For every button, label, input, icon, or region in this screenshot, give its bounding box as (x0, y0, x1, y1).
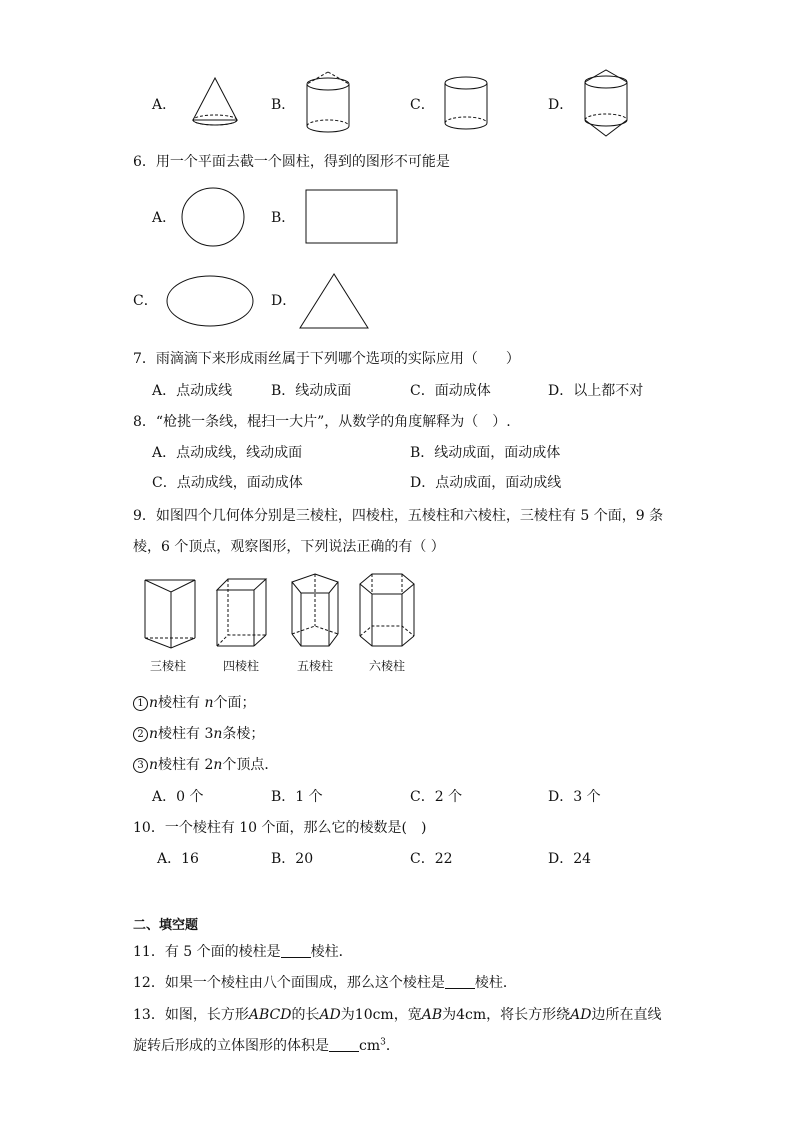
q9-stem-line1: 9．如图四个几何体分别是三棱柱，四棱柱，五棱柱和六棱柱，三棱柱有 5 个面，9 条 (133, 508, 664, 524)
q9-caption-pentagonal: 五棱柱 (297, 659, 334, 673)
q6-figure-b-rectangle (305, 189, 399, 245)
q9-statement-3: 3 n棱柱有 2n个顶点． (133, 754, 278, 774)
section-title-fill-in: 二、填空题 (133, 918, 199, 933)
q9-caption-quadrangular: 四棱柱 (223, 659, 260, 673)
answer-blank[interactable] (445, 976, 475, 989)
q5-option-b-label: B． (271, 97, 296, 113)
circled-number: 3 (133, 758, 148, 773)
answer-blank[interactable] (329, 1039, 359, 1052)
q9-figure-hexagonal-prism (358, 572, 418, 652)
q7-option-c: C．面动成体 (410, 383, 491, 399)
q5-option-d-label: D． (548, 97, 574, 113)
q5-figure-a-cone (190, 76, 240, 128)
q6-figure-a-circle (180, 186, 246, 248)
q6-option-b-label: B． (271, 210, 296, 226)
q9-stem-line2: 棱，6 个顶点，观察图形，下列说法正确的有（ ） (133, 539, 445, 555)
q9-statement-2: 2 n棱柱有 3n条棱； (133, 723, 264, 743)
q9-option-b: B．1 个 (271, 789, 323, 805)
circled-number: 2 (133, 727, 148, 742)
q10-stem: 10．一个棱柱有 10 个面，那么它的棱数是( ) (133, 820, 427, 836)
q9-option-a: A．0 个 (152, 789, 204, 805)
q6-figure-c-ellipse (165, 274, 255, 328)
q12: 12．如果一个棱柱由八个面围成，那么这个棱柱是 棱柱． (133, 975, 517, 991)
q9-option-d: D．3 个 (548, 789, 601, 805)
answer-blank[interactable] (281, 945, 311, 958)
q11: 11．有 5 个面的棱柱是 棱柱． (133, 944, 353, 960)
q6-figure-d-triangle (298, 272, 370, 330)
q10-option-a: A．16 (157, 851, 199, 867)
q9-option-c: C．2 个 (410, 789, 463, 805)
q8-stem: 8．“枪挑一条线，棍扫一大片”，从数学的角度解释为（ ）. (133, 414, 511, 430)
q9-figure-triangular-prism (142, 576, 198, 650)
q7-option-d: D．以上都不对 (548, 383, 644, 399)
q5-figure-b-cone-on-cylinder (304, 70, 352, 136)
q9-caption-hexagonal: 六棱柱 (369, 659, 406, 673)
q5-option-a-label: A． (152, 97, 177, 113)
q8-option-c: C．点动成线，面动成体 (152, 475, 303, 491)
q9-figure-quadrangular-prism (214, 576, 270, 650)
q6-option-d-label: D． (271, 293, 297, 309)
q7-option-b: B．线动成面 (271, 383, 352, 399)
q7-option-a: A．点动成线 (152, 383, 233, 399)
q6-option-a-label: A． (152, 210, 177, 226)
q10-option-c: C．22 (410, 851, 453, 867)
q5-figure-c-cylinder (442, 75, 490, 133)
q6-stem: 6．用一个平面去截一个圆柱，得到的图形不可能是 (133, 154, 450, 170)
q9-figure-pentagonal-prism (287, 572, 343, 652)
q8-option-b: B．线动成面，面动成体 (410, 445, 561, 461)
q7-stem: 7．雨滴滴下来形成雨丝属于下列哪个选项的实际应用（ ） (133, 351, 520, 367)
q9-statement-1: 1 n棱柱有 n个面； (133, 692, 256, 712)
q13-line2: 旋转后形成的立体图形的体积是 $cm^3$． (133, 1037, 400, 1054)
circled-number: 1 (133, 696, 148, 711)
q8-option-d: D．点动成面，面动成线 (410, 475, 562, 491)
q6-option-c-label: C． (133, 293, 158, 309)
q13-line1: 13．如图，长方形ABCD的长AD为10cm，宽AB为4cm，将长方形绕AD边所在直线 (133, 1007, 662, 1023)
q5-figure-d-double-cone-cylinder (582, 68, 630, 140)
q9-caption-triangular: 三棱柱 (150, 659, 187, 673)
q10-option-b: B．20 (271, 851, 314, 867)
q8-option-a: A．点动成线，线动成面 (152, 445, 303, 461)
q5-option-c-label: C． (410, 97, 435, 113)
q10-option-d: D．24 (548, 851, 592, 867)
